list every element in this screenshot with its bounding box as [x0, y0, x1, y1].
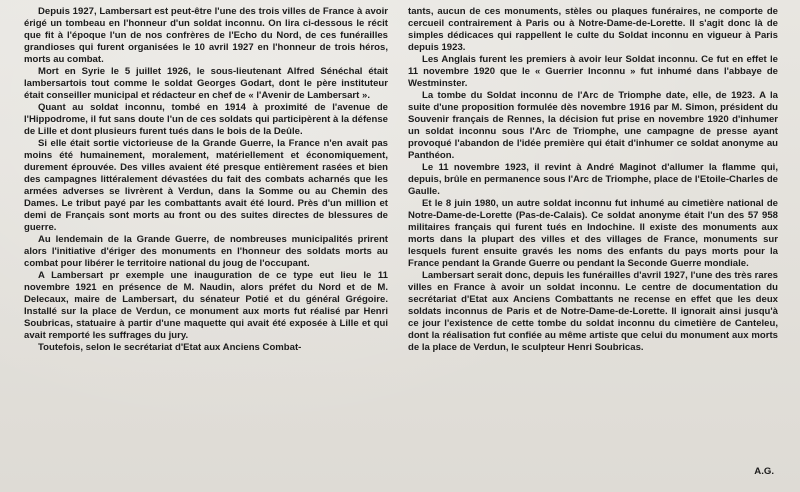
article-paragraph: Le 11 novembre 1923, il revint à André Maginot d'allumer la flamme qui, depuis, brûle en permanence sous l'Arc de Triomphe, place de l'Etoile-Charles de Gaulle. [408, 162, 778, 198]
article-paragraph: Et le 8 juin 1980, un autre soldat inconnu fut inhumé au cimetière national de Notre-Dame-de-Lorette (Pas-de-Calais). Ce soldat anonyme était l'un des 57 958 militaires français qui furent tués en Indochine. Il existe des monuments aux morts dans la plupart des villes et des villages de France, monuments sur lesquels furent ensuite gravés les noms des enfants du pays morts pour la France pendant la Grande Guerre ou pendant la Seconde Guerre mondiale. [408, 198, 778, 270]
article-left-column [24, 6, 388, 354]
article-paragraph-continuation: tants, aucun de ces monuments, stèles ou plaques funéraires, ne comporte de cercueil contrairement à Paris ou à Notre-Dame-de-Lorette. Il s'agit donc là de simples dédicaces qui rappellent le culte du Soldat inconnu en vigueur à Paris depuis 1923. [408, 6, 778, 54]
article-paragraph: Les Anglais furent les premiers à avoir leur Soldat inconnu. Ce fut en effet le 11 novembre 1920 que le « Guerrier Inconnu » fut inhumé dans l'abbaye de Westminster. [408, 54, 778, 90]
article-paragraph: Quant au soldat inconnu, tombé en 1914 à proximité de l'avenue de l'Hippodrome, il fut sans doute l'un de ces soldats qui participèrent à la défense de Lille et dont plusieurs furent tués dans le bois de la Deûle. [24, 102, 388, 138]
article-paragraph: La tombe du Soldat inconnu de l'Arc de Triomphe date, elle, de 1923. A la suite d'une proposition formulée dès novembre 1916 par M. Simon, président du Souvenir français de Rennes, la décision fut prise en novembre 1920 d'inhumer un soldat inconnu sous l'Arc de Triomphe, une campagne de presse ayant provoqué l'abandon de l'idée première qui était d'inhumer ce soldat anonyme au Panthéon. [408, 90, 778, 162]
article-paragraph: A Lambersart pr exemple une inauguration de ce type eut lieu le 11 novembre 1921 en présence de M. Naudin, alors préfet du Nord et de M. Delecaux, maire de Lambersart, du sénateur Potié et du général Grégoire. Installé sur la place de Verdun, ce monument aux morts fut réalisé par Henri Soubricas, statuaire à partir d'une maquette qui avait été exposée à Lille et qui avait remporté les suffrages du jury. [24, 270, 388, 342]
article-right-column [408, 6, 778, 354]
article-paragraph: Au lendemain de la Grande Guerre, de nombreuses municipalités prirent alors l'initiative d'ériger des monuments en l'honneur des soldats morts au combat pour libérer le territoire national du joug de l'occupant. [24, 234, 388, 270]
author-signature: A.G. [754, 466, 774, 477]
article-paragraph: Si elle était sortie victorieuse de la Grande Guerre, la France n'en avait pas moins été humainement, moralement, matériellement et économiquement, durement éprouvée. Des villes avaient été presque entièrement rasées et bien des campagnes littéralement dévastées du fait des combats acharnés que les armées adverses se livrèrent à Verdun, dans la Somme ou au Chemin des Dames. Le tribut payé par les combattants avait été lourd. Près d'un million et demi de Français sont morts au front ou des suites directes de blessures de guerre. [24, 138, 388, 234]
article-paragraph: Lambersart serait donc, depuis les funérailles d'avril 1927, l'une des très rares villes en France à avoir un soldat inconnu. Le centre de documentation du secrétariat d'Etat aux Anciens Combattants ne recense en effet que les deux soldats inconnus de Paris et de Notre-Dame-de-Lorette. Il ignorait ainsi jusqu'à ce jour l'existence de cette tombe du soldat inconnu du cimetière de Canteleu, dont la réalisation fut confiée au même artiste que celui du monument aux morts de la place de Verdun, le sculpteur Henri Soubricas. [408, 270, 778, 354]
article-paragraph: Mort en Syrie le 5 juillet 1926, le sous-lieutenant Alfred Sénéchal était lambersartois tout comme le soldat Georges Godart, dont le père instituteur était conseiller municipal et rédacteur en chef de « l'Avenir de Lambersart ». [24, 66, 388, 102]
article-paragraph: Toutefois, selon le secrétariat d'Etat aux Anciens Combat- [38, 342, 302, 354]
article-paragraph: Depuis 1927, Lambersart est peut-être l'une des trois villes de France à avoir érigé un tombeau en l'honneur d'un soldat inconnu. On lira ci-dessous le récit que fit à l'époque l'un de nos confrères de l'Echo du Nord, de ces funérailles grandioses qui furent organisées le 10 avril 1927 en l'honneur de trois héros, morts au combat. [24, 6, 388, 66]
